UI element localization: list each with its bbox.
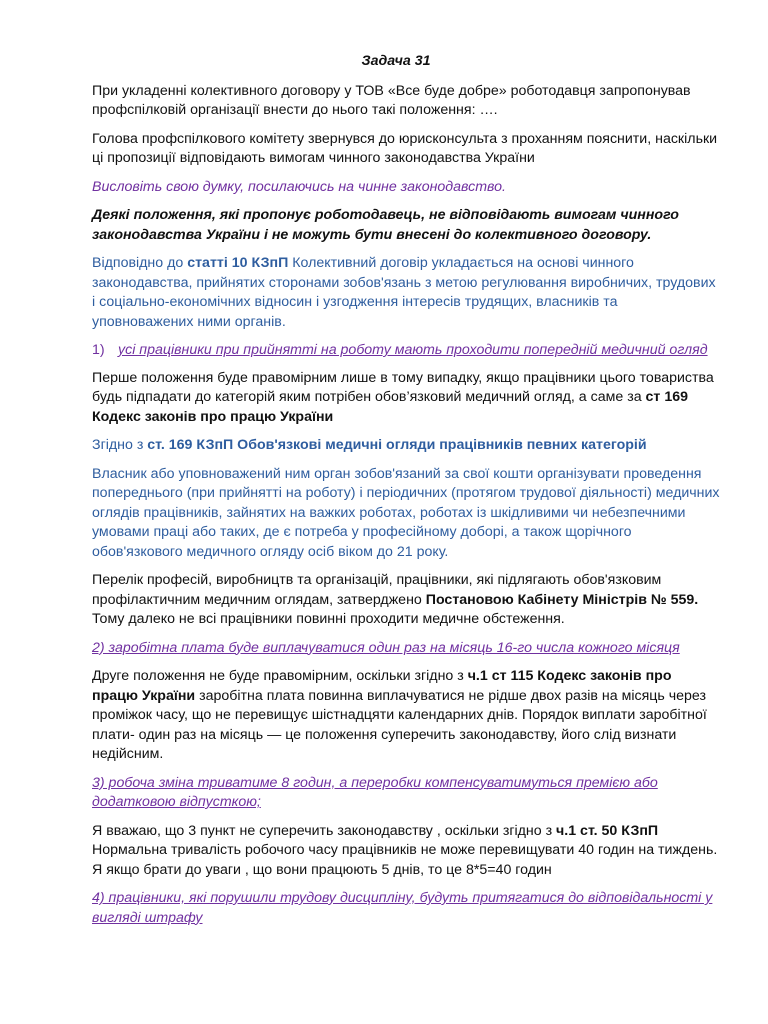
list-paragraph-tail: Тому далеко не всі працівники повинні проходити медичне обстеження. bbox=[92, 611, 565, 627]
article-10-paragraph bbox=[92, 254, 720, 332]
item-1-number: 1) bbox=[92, 342, 105, 358]
article-169-text: Власник або уповноважений ним орган зобов'язаний за свої кошти організувати проведення попереднього (при прийнятті на роботу) і періодичних (протягом трудової діяльності) медичних оглядів працівників, зайнятих на важких роботах, роботах із шкідливими чи небезпечними умовами праці або таких, де є потреба у професійному доборі, а також щорічного обов'язкового медичного огляду осіб віком до 21 року. bbox=[92, 465, 720, 560]
item-2-explanation-ref: ч.1 ст 115 Кодекс законів про працю України bbox=[92, 668, 672, 704]
intro-paragraph-2: Голова профспілкового комітету звернувся до юрисконсульта з проханням пояснити, наскільки ці пропозиції відповідають вимогам чинного законодавства України bbox=[92, 130, 718, 166]
item-1-text: усі працівники при прийнятті на роботу мають проходити попередній медичний огляд bbox=[118, 342, 708, 358]
answer-intro: Деякі положення, які пропонує роботодавець, не відповідають вимогам чинного законодавства України і не можуть бути внесені до колективного договору. bbox=[92, 207, 679, 243]
item-1-explanation-ref: ст 169 Кодекс законів про працю України bbox=[92, 389, 688, 425]
item-1-explanation bbox=[92, 369, 720, 428]
list-paragraph-text: Перелік професій, виробництв та організацій, працівники, які підлягають обов'язковим профілактичним медичним оглядам, затверджено bbox=[92, 572, 662, 608]
item-1 bbox=[92, 341, 720, 361]
item-3-explanation-tail: Нормальна тривалість робочого часу працівників не може перевищувати 40 годин на тиждень. Я якщо брати до уваги , що вони працюють 5 днів, то це 8*5=40 годин bbox=[92, 842, 718, 878]
intro-paragraph-1: При укладенні колективного договору у ТОВ «Все буде добре» роботодавця запропонував профспілковій організації внести до нього такі положення: …. bbox=[92, 82, 691, 118]
article-169-ref: ст. 169 КЗпП Обов'язкові медичні огляди працівників певних категорій bbox=[147, 437, 647, 453]
item-3-explanation-text: Я вважаю, що 3 пункт не суперечить законодавству , оскільки згідно з bbox=[92, 822, 557, 839]
item-2-explanation bbox=[92, 667, 720, 765]
item-2-explanation-text: Друге положення не буде правомірним, оскільки згідно з bbox=[92, 668, 468, 684]
item-3: 3) робоча зміна триватиме 8 годин, а переробки компенсуватимуться премією або додатковою відпусткою; bbox=[92, 774, 658, 810]
item-1-explanation-text: Перше положення буде правомірним лише в тому випадку, якщо працівники цього товариства будь підпадати до категорій яким потрібен обов’язковий медичний огляд, а саме за bbox=[92, 369, 714, 405]
item-4: 4) працівники, які порушили трудову дисципліну, будуть притягатися до відповідальності у вигляді штрафу bbox=[92, 890, 713, 926]
list-paragraph-ref: Постановою Кабінету Міністрів № 559. bbox=[425, 591, 699, 608]
article-169-heading bbox=[92, 436, 720, 456]
list-paragraph bbox=[92, 571, 720, 630]
task-statement: Висловіть свою думку, посилаючись на чинне законодавство. bbox=[92, 178, 506, 195]
item-2-explanation-tail: заробітна плата повинна виплачуватися не рідше двох разів на місяць через проміжок часу, що не перевищує шістнадцяти календарних днів. Порядок виплати заробітної плати- один раз на місяць — це положення суперечить законодавству, його слід визнати недійсним. bbox=[92, 687, 707, 762]
article-10-ref: статті 10 КЗпП bbox=[187, 255, 289, 271]
item-3-explanation-ref: ч.1 ст. 50 КЗпП bbox=[556, 822, 659, 839]
item-2: 2) заробітна плата буде виплачуватися один раз на місяць 16-го числа кожного місяця bbox=[92, 639, 680, 656]
article-10-text: Колективний договір укладається на основі чинного законодавства, прийнятих сторонами зобов'язань з метою регулювання виробничих, трудових і соціально-економічних відносин і узгодження інтересів трудящих, власників та уповноважених ними органів. bbox=[92, 255, 716, 330]
article-10-prefix: Відповідно до bbox=[92, 255, 188, 271]
document-title: Задача 31 bbox=[361, 53, 431, 69]
item-3-explanation bbox=[92, 822, 720, 881]
article-169-prefix: Згідно з bbox=[92, 437, 148, 453]
